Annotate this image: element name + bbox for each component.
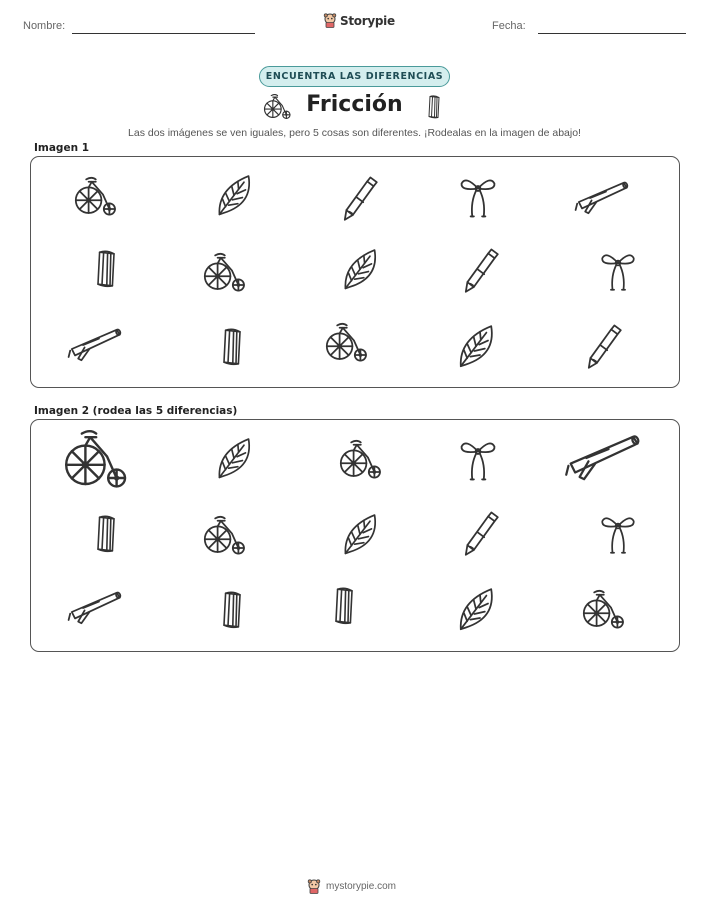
image1-cell-r1c1[interactable] [71, 177, 119, 217]
footer-site-link[interactable]: mystorypie.com [326, 881, 397, 892]
leaf-icon [214, 436, 254, 482]
bow-icon [597, 515, 639, 559]
date-label: Fecha: [492, 20, 526, 32]
image1-panel [30, 156, 680, 388]
wood-icon [90, 247, 122, 291]
image1-cell-r2c2[interactable] [200, 253, 248, 293]
bicycle-icon [322, 323, 370, 363]
image2-cell-r3c2[interactable] [216, 588, 248, 632]
brand-logo [323, 13, 395, 28]
storypie-mascot-icon [307, 879, 321, 894]
pencil-icon [461, 247, 501, 295]
bicycle-icon [200, 516, 248, 556]
image1-cell-r3c3[interactable] [322, 323, 370, 363]
image2-cell-r2c1[interactable] [90, 512, 122, 556]
image1-cell-r1c4[interactable] [457, 177, 499, 223]
wood-icon [424, 94, 444, 120]
bow-icon [597, 252, 639, 296]
instructions-text: Las dos imágenes se ven iguales, pero 5 cosas son diferentes. ¡Rodealas en la imagen de abajo! [128, 127, 581, 139]
name-label: Nombre: [23, 20, 66, 32]
leaf-icon [340, 247, 380, 293]
image1-cell-r1c2[interactable] [214, 173, 254, 219]
image1-cell-r3c5[interactable] [584, 323, 624, 371]
image1-cell-r1c3[interactable] [340, 175, 380, 223]
wood-icon [216, 588, 248, 632]
image2-cell-r2c2[interactable] [200, 516, 248, 556]
image2-cell-r1c5[interactable] [564, 430, 642, 486]
pencil-icon [461, 510, 501, 558]
stick-icon [574, 178, 630, 218]
pencil-icon [584, 323, 624, 371]
image2-cell-r1c2[interactable] [214, 436, 254, 482]
brand-name: Storypie [340, 13, 395, 28]
leaf-icon [214, 173, 254, 219]
image2-cell-r1c4[interactable] [457, 440, 499, 486]
date-line[interactable] [538, 33, 686, 34]
image2-panel [30, 419, 680, 652]
bicycle-icon [579, 590, 627, 630]
stick-icon [67, 588, 123, 628]
storypie-mascot-icon [323, 13, 337, 28]
image2-label: Imagen 2 (rodea las 5 diferencias) [34, 405, 238, 417]
image1-label: Imagen 1 [34, 142, 90, 154]
wood-icon [216, 325, 248, 369]
bow-icon [457, 440, 499, 486]
image1-cell-r2c1[interactable] [90, 247, 122, 291]
pencil-icon [340, 175, 380, 223]
name-line[interactable] [72, 33, 255, 34]
image2-cell-r2c3[interactable] [340, 512, 380, 558]
wood-icon [328, 584, 360, 628]
bicycle-icon [336, 440, 384, 480]
leaf-icon [340, 512, 380, 558]
image2-cell-r2c4[interactable] [461, 510, 501, 558]
image1-cell-r3c2[interactable] [216, 325, 248, 369]
footer [307, 879, 396, 894]
image2-cell-r3c4[interactable] [455, 586, 497, 634]
title-row [0, 90, 709, 124]
image2-cell-r3c3[interactable] [328, 584, 360, 628]
leaf-icon [455, 586, 497, 634]
image2-cell-r1c3[interactable] [336, 440, 384, 480]
wood-icon [90, 512, 122, 556]
image1-cell-r3c4[interactable] [455, 323, 497, 371]
bicycle-icon [71, 177, 119, 217]
activity-badge: ENCUENTRA LAS DIFERENCIAS [259, 66, 450, 87]
bicycle-icon [59, 430, 131, 490]
image1-cell-r2c5[interactable] [597, 252, 639, 296]
leaf-icon [455, 323, 497, 371]
stick-icon [67, 325, 123, 365]
stick-icon [564, 430, 642, 486]
image1-cell-r1c5[interactable] [574, 178, 630, 218]
bow-icon [457, 177, 499, 223]
image1-cell-r3c1[interactable] [67, 325, 123, 365]
bicycle-icon [200, 253, 248, 293]
image2-cell-r3c1[interactable] [67, 588, 123, 628]
image2-cell-r1c1[interactable] [59, 430, 131, 490]
image2-cell-r3c5[interactable] [579, 590, 627, 630]
image1-cell-r2c4[interactable] [461, 247, 501, 295]
page-title: Fricción [306, 92, 403, 117]
image1-cell-r2c3[interactable] [340, 247, 380, 293]
image2-cell-r2c5[interactable] [597, 515, 639, 559]
